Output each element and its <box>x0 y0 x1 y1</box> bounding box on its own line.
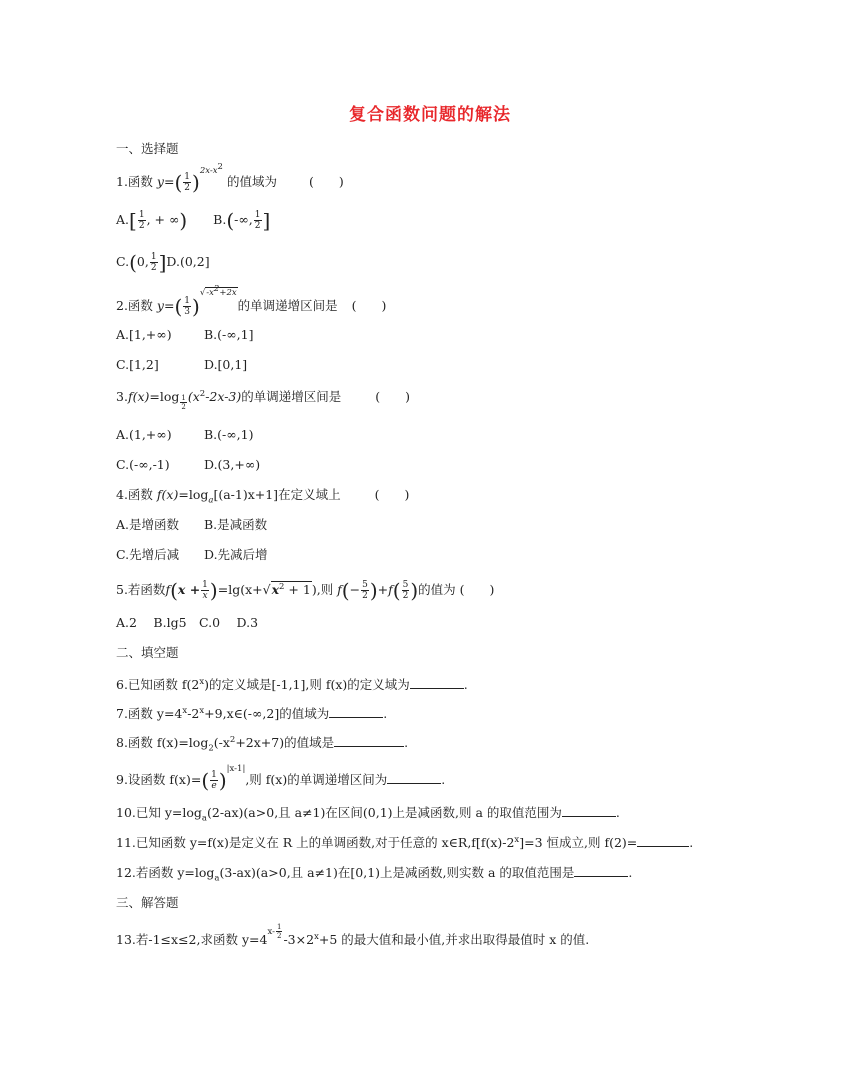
q1-answer-paren: ( ) <box>308 174 344 189</box>
page-title: 复合函数问题的解法 <box>349 105 511 125</box>
q1-fraction: $\frac{1}{2}$ <box>184 172 191 193</box>
question-12: 12.若函数 $y=\log_a(3-ax)(a>0$,且 a≠1)在[0,1)上是减函数,则实数 a 的取值范围是 . <box>116 865 633 884</box>
q4-answer-paren: ( ) <box>374 487 410 502</box>
q4-options-cd <box>116 546 268 564</box>
q3-option-a: A.(1,+∞) <box>116 427 172 442</box>
section-heading-fill: 二、填空题 <box>116 645 179 660</box>
q11-answer-blank[interactable] <box>637 846 689 847</box>
q3-options-ab <box>116 426 254 444</box>
question-8: 8.函数 $f(x)=\log_2(-x^2+2x+7)$的值域是 . <box>116 734 409 754</box>
question-6: 6.已知函数 f(2$^x$)的定义域是[-1,1],则 f(x)的定义域为 . <box>116 676 468 692</box>
q1-eq: = <box>163 174 175 189</box>
q6-answer-blank[interactable] <box>410 688 464 689</box>
q2-option-b: B.(-∞,1] <box>204 327 254 342</box>
q1-option-c: 0, <box>136 254 149 269</box>
q10-answer-blank[interactable] <box>562 816 616 817</box>
question-9: 9.设函数 f(x)=( $\frac{1}{e}$ )$^{|x-1|}$,则 f(x)的单调递增区间为 . <box>116 763 446 793</box>
question-13: 13.若-1≤x≤2,求函数 $y=4^{x- \frac{1}{2}}$ $-3\times 2^x+5$ 的最大值和最小值,并求出取得最值时 x 的值. <box>116 923 590 948</box>
question-1: 1.函数 y=( $\frac{1}{2}$ )$^{2x-x^2}$ 的值域为 ( ) <box>116 162 344 195</box>
q1-options-ab: A.[ $\frac{1}{2}$ , + ∞) B.(-∞, $\frac{1}{2}$ ] <box>116 208 271 233</box>
q3-option-d: D.(3,+∞) <box>204 457 261 472</box>
question-3: 3.f(x)=log $_{\frac{1}{2}}$ $(x^2-2x-3)$的单调递增区间是 ( ) <box>116 388 411 411</box>
q3-option-c: C.(-∞,-1) <box>116 457 170 472</box>
q2-option-c: C.[1,2] <box>116 357 159 372</box>
q3-answer-paren: ( ) <box>375 389 411 404</box>
q5-answer-paren: ( ) <box>459 582 495 597</box>
section-heading-answer: 三、解答题 <box>116 895 179 910</box>
q1-tail: 的值域为 <box>226 174 277 189</box>
q4-option-b: B.是减函数 <box>204 517 268 532</box>
question-10: 10.已知 $y=\log_a(2-ax)(a>0$,且 a≠1)在区间(0,1)上是减函数,则 a 的取值范围为 . <box>116 805 620 824</box>
question-2: 2.函数 y=( $\frac{1}{3}$ )$^{√-x^2+2x}$的单调递增区间是 ( ) <box>116 284 387 319</box>
question-5: 5.若函数f(x + $\frac{1}{x}$ )$=\lg(x+√x^2 + 1)$,则 f(− $\frac{5}{2}$ )+f( $\frac{5}{2}$ )的值为 ( ) <box>116 578 495 603</box>
q1-option-d: D.(0,2] <box>166 254 210 269</box>
q8-answer-blank[interactable] <box>334 746 404 747</box>
q2-option-d: D.[0,1] <box>204 357 248 372</box>
q1-stem: 1.函数 <box>116 174 153 189</box>
q3-option-b: B.(-∞,1) <box>204 427 254 442</box>
q4-option-a: A.是增函数 <box>116 517 180 532</box>
q2-option-a: A.[1,+∞) <box>116 327 172 342</box>
question-7: 7.函数 $y=4^x-2^x+9,x\in(-\infty,2]$的值域为 . <box>116 705 388 721</box>
q12-answer-blank[interactable] <box>574 876 628 877</box>
q1-var: y <box>156 174 164 189</box>
q2-options-ab <box>116 326 254 344</box>
q2-answer-paren: ( ) <box>351 298 387 313</box>
question-11: 11.已知函数 y=f(x)是定义在 R 上的单调函数,对于任意的 $x\in R,f[f(x)-2^x]=3$ 恒成立,则 f(2)= . <box>116 834 694 850</box>
question-4: 4.函数 $f(x)=\log_a[(a-1)x+1]$在定义域上 ( ) <box>116 487 410 506</box>
section-heading-choice: 一、选择题 <box>116 141 179 156</box>
q1-exponent: 2x-x <box>199 165 218 176</box>
q4-option-d: D.先减后增 <box>204 547 268 562</box>
q1-option-a: , + ∞ <box>146 212 180 227</box>
q4-options-ab <box>116 516 268 534</box>
q5-options: A.2 B.lg5 C.0 D.3 <box>116 615 259 630</box>
q9-answer-blank[interactable] <box>387 783 441 784</box>
q3-options-cd <box>116 456 261 474</box>
q7-answer-blank[interactable] <box>329 717 383 718</box>
q1-option-b: -∞, <box>234 212 253 227</box>
q3-tail: 的单调递增区间是 <box>241 389 342 404</box>
q1-options-cd: C.(0, $\frac{1}{2}$ ]D.(0,2] <box>116 250 210 275</box>
q2-tail: 的单调递增区间是 <box>237 298 338 313</box>
q4-tail: 在定义域上 <box>278 487 341 502</box>
q4-option-c: C.先增后减 <box>116 547 180 562</box>
q2-options-cd <box>116 356 248 374</box>
